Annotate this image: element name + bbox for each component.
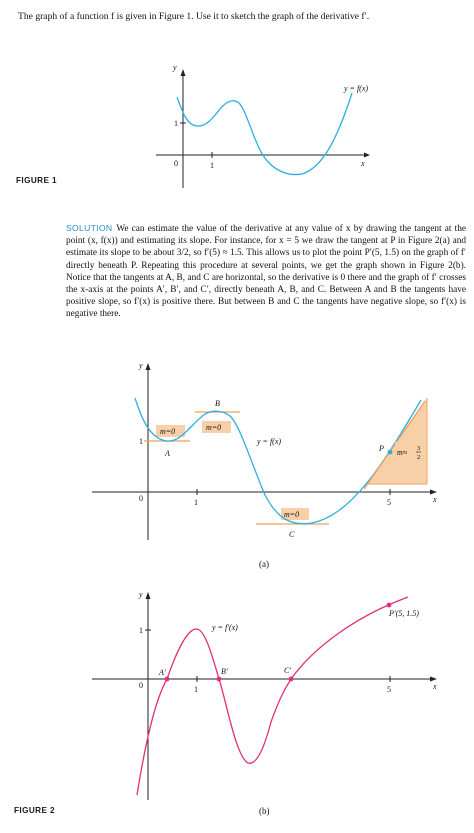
- y-axis-label: y: [139, 590, 143, 599]
- point-label-C: C: [289, 530, 295, 539]
- point-label-C-prime: C′: [284, 666, 292, 675]
- point-label-P: P: [379, 444, 384, 453]
- slope-label-B: m=0: [206, 423, 222, 432]
- figure-2-label: FIGURE 2: [14, 806, 55, 815]
- x-axis-label: x: [361, 159, 365, 168]
- dot-icon: [165, 677, 170, 682]
- intro-text: The graph of a function f is given in Figure 1. Use it to sketch the graph of the derivative f′.: [18, 11, 370, 22]
- point-label-B: B: [215, 399, 220, 408]
- origin-label: 0: [139, 681, 143, 690]
- x-tick-label-1: 1: [194, 685, 198, 694]
- slope-label-C: m=0: [284, 510, 300, 519]
- x-tick-label-5: 5: [387, 685, 391, 694]
- y-tick-label: 1: [139, 626, 143, 635]
- x-tick-label: 1: [210, 161, 214, 170]
- point-label-B-prime: B′: [221, 667, 228, 676]
- dot-icon: [217, 677, 222, 682]
- figure-1-label: FIGURE 1: [16, 176, 57, 185]
- x-tick-label-5: 5: [387, 498, 391, 507]
- point-label-P-prime: P′(5, 1.5): [389, 609, 419, 618]
- arrow-icon: [146, 592, 151, 599]
- dot-icon: [387, 603, 392, 608]
- slope-label-P-denominator: 2: [417, 454, 421, 461]
- slope-label-P: m≈: [397, 448, 408, 457]
- fprime-curve: [137, 597, 408, 795]
- f-curve-label: y = f(x): [344, 84, 369, 93]
- fprime-curve-label: y = f′(x): [212, 623, 238, 632]
- solution-keyword: SOLUTION: [66, 223, 113, 233]
- y-axis-label: y: [139, 361, 143, 370]
- x-tick-label-1: 1: [194, 498, 198, 507]
- slope-label-A: m=0: [160, 427, 176, 436]
- x-axis-label: x: [433, 495, 437, 504]
- figure-2b-caption: (b): [259, 806, 270, 816]
- origin-label: 0: [139, 494, 143, 503]
- slope-label-P-numerator: 3: [417, 445, 421, 452]
- y-tick-label: 1: [174, 119, 178, 128]
- point-label-A-prime: A′: [159, 668, 166, 677]
- figure-2a-caption: (a): [259, 559, 269, 569]
- x-axis-label: x: [433, 682, 437, 691]
- solution-text: We can estimate the value of the derivative at any value of x by drawing the tangent at the point (x, f(x)) and estimating its slope. For instance, for x = 5 we draw the tangent at P in Figure 2(a) and estimate its slope to be about 3/2, so f′(5) ≈ 1.5. This allows us to plot the point P′(5, 1.5) on the graph of f′ directly beneath P. Repeating this procedure at several points, we get the graph shown in Figure 2(b). Notice that the tangents at A, B, and C are horizontal, so the derivative is 0 there and the graph of f′ crosses the x-axis at the points A′, B′, and C′, directly beneath A, B, and C. Between A and B the tangents have positive slope, so f′(x) is positive there. But between B and C the tangents have negative slope, so f′(x) is negative there.: [66, 224, 466, 320]
- point-label-A: A: [165, 449, 170, 458]
- y-tick-label: 1: [139, 437, 143, 446]
- y-axis-label: y: [173, 63, 177, 72]
- dot-icon: [289, 677, 294, 682]
- f-curve-label: y = f(x): [257, 437, 282, 446]
- arrow-icon: [430, 677, 437, 682]
- origin-label: 0: [174, 159, 178, 168]
